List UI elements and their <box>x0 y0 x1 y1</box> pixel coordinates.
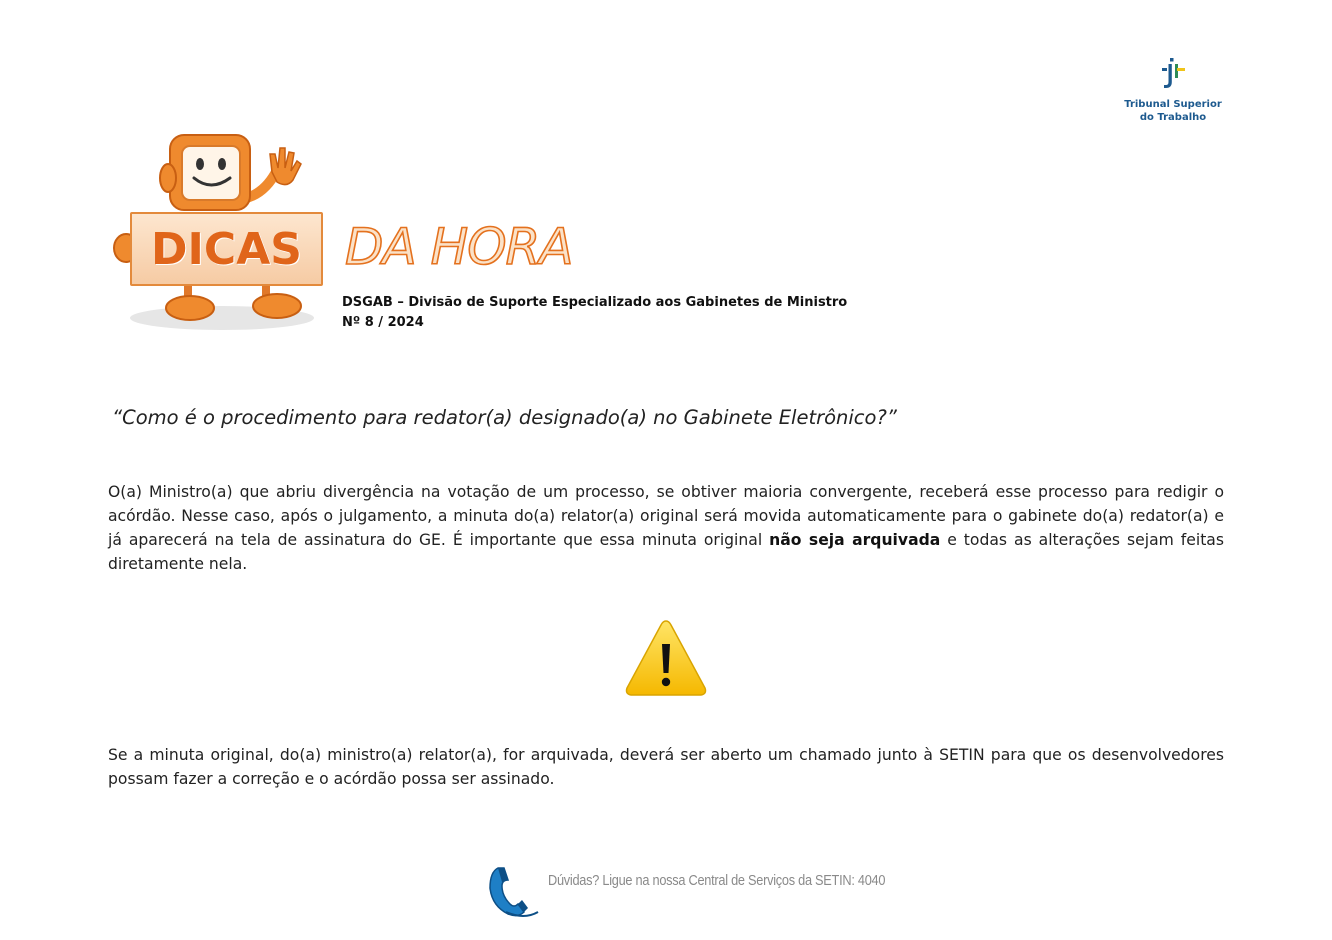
paragraph-consequence: Se a minuta original, do(a) ministro(a) relator(a), for arquivada, deverá ser aberto um chamado junto à SETIN para que os desenvolvedores possam fazer a correção e o acórdão possa ser assinado. <box>108 746 1224 788</box>
banner-word-da-hora: DA HORA <box>345 218 573 276</box>
tst-emblem-icon <box>1158 56 1188 92</box>
org-name-line2: do Trabalho <box>1139 112 1207 123</box>
paragraph-explanation <box>108 480 1224 576</box>
footer-help-text: Dúvidas? Ligue na nossa Central de Serviços da SETIN: 4040 <box>548 873 886 889</box>
org-name-line1: Tribunal Superior <box>1124 99 1222 110</box>
phone-icon <box>484 862 544 920</box>
dicas-sign <box>130 212 323 286</box>
footer-help <box>484 862 931 920</box>
warning-triangle-icon <box>624 618 708 698</box>
issue-number: Nº 8 / 2024 <box>342 315 424 330</box>
paragraph-bold-emphasis: não seja arquivada <box>769 531 941 549</box>
paragraph-text-end: e todas as alterações sejam feitas diretamente nela. <box>108 531 1224 573</box>
tst-logo <box>1118 56 1228 124</box>
department-name: DSGAB – Divisão de Suporte Especializado aos Gabinetes de Ministro <box>342 295 848 310</box>
banner-word-dicas: DICAS <box>151 223 302 275</box>
department-block <box>342 293 847 333</box>
paragraph-text: O(a) Ministro(a) que abriu divergência na votação de um processo, se obtiver maioria convergente, receberá esse processo para redigir o acórdão. Nesse caso, após o julgamento, a minuta do(a) relator(a) original será movida automaticamente para o gabinete do(a) redator(a) e já aparecerá na tela de assinatura do GE. É importante que essa minuta original <box>108 483 1224 549</box>
question-heading: “Como é o procedimento para redator(a) designado(a) no Gabinete Eletrônico?” <box>112 406 897 429</box>
